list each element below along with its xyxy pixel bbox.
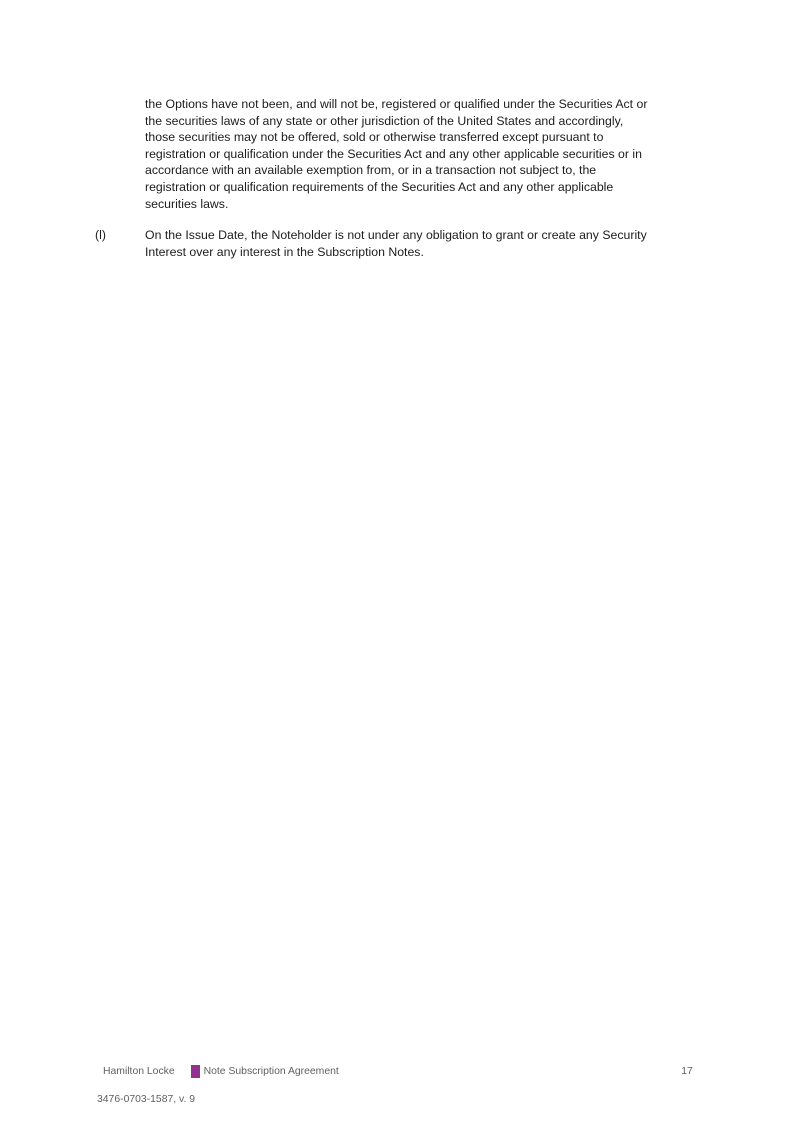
text-line: On the Issue Date, the Noteholder is not under any obligation to grant or create any Security [145,228,647,242]
footer [103,1065,339,1078]
brand-square-icon [191,1065,200,1078]
text-line: Interest over any interest in the Subscription Notes. [145,244,424,259]
footer-doc-title: Note Subscription Agreement [203,1066,339,1077]
text-line: registration or qualification under the Securities Act and any other applicable securities or in [145,146,642,161]
text-line: registration or qualification requirements of the Securities Act and any other applicable [145,179,614,194]
footer-firm-name: Hamilton Locke [103,1066,175,1077]
text-line: the Options have not been, and will not be, registered or qualified under the Securities Act or [145,97,648,111]
paragraph-securities-legend [145,96,647,212]
page-number: 17 [681,1066,693,1077]
list-item-label-l: (l) [95,228,106,242]
document-id: 3476-0703-1587, v. 9 [97,1094,196,1105]
text-line: securities laws. [145,196,229,211]
text-line: the securities laws of any state or other jurisdiction of the United States and accordingly, [145,113,624,128]
text-line: those securities may not be offered, sold or otherwise transferred except pursuant to [145,130,604,145]
text-line: accordance with an available exemption from, or in a transaction not subject to, the [145,163,597,178]
paragraph-item-l [145,227,647,260]
